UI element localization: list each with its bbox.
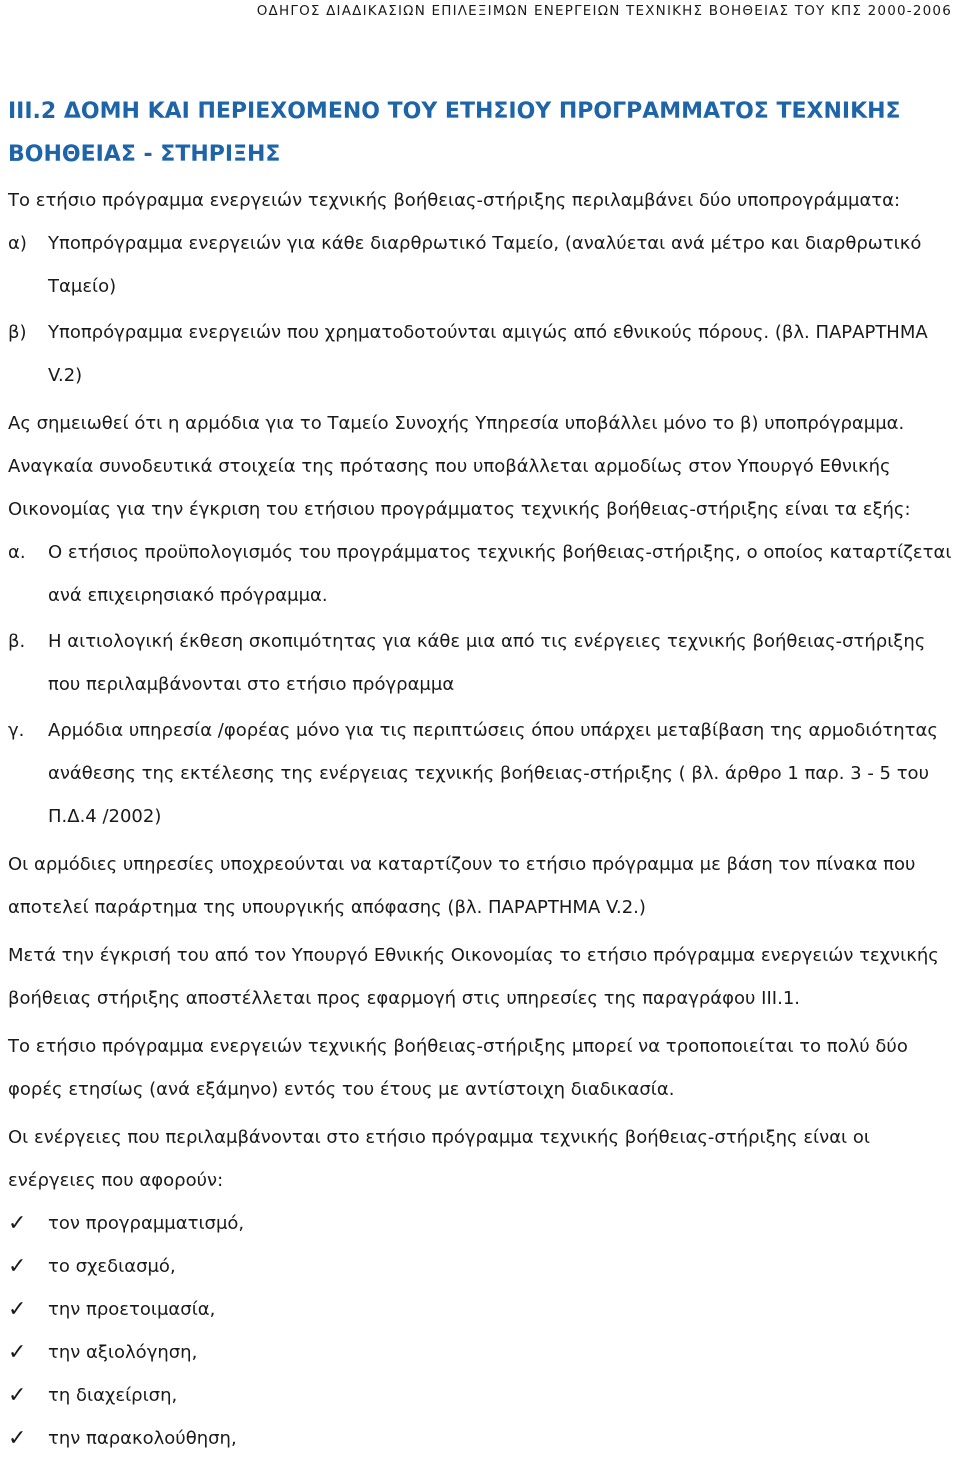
list-item <box>8 1245 954 1288</box>
checkmark-icon: ✓ <box>8 1340 27 1365</box>
item-text: Ο ετήσιος προϋπολογισμός του προγράμματος τεχνικής βοήθειας-στήριξης, ο οποίος καταρτίζεται ανά επιχειρησιακό πρόγραμμα. <box>48 542 952 606</box>
note-paragraph: Ας σημειωθεί ότι η αρμόδια για το Ταμείο Συνοχής Υπηρεσία υποβάλλει μόνο το β) υποπρόγραμμα. <box>8 413 905 434</box>
document-item <box>8 709 954 838</box>
document-item <box>8 531 954 617</box>
subprogram-item <box>8 222 954 308</box>
docs-intro-paragraph: Αναγκαία συνοδευτικά στοιχεία της πρότασης που υποβάλλεται αρμοδίως στον Υπουργό Εθνικής Οικονομίας για την έγκριση του ετήσιου προγράμματος τεχνικής βοήθειας-στήριξης είναι τα εξής: <box>8 456 911 520</box>
actions-paragraph: Οι ενέργειες που περιλαμβάνονται στο ετήσιο πρόγραμμα τεχνικής βοήθειας-στήριξης είναι οι ενέργειες που αφορούν: <box>8 1127 870 1191</box>
list-item-text: το σχεδιασμό, <box>48 1256 176 1277</box>
list-item-text: την αξιολόγηση, <box>48 1342 198 1363</box>
item-marker: β) <box>8 322 27 343</box>
checkmark-icon: ✓ <box>8 1254 27 1279</box>
checkmark-icon: ✓ <box>8 1211 27 1236</box>
item-marker: α. <box>8 542 26 563</box>
list-item-text: την παρακολούθηση, <box>48 1428 237 1449</box>
list-item <box>8 1374 954 1417</box>
list-item-text: τη διαχείριση, <box>48 1385 178 1406</box>
section-title: III.2 ΔΟΜΗ ΚΑΙ ΠΕΡΙΕΧΟΜΕΝΟ ΤΟΥ ΕΤΗΣΙΟΥ ΠΡΟΓΡΑΜΜΑΤΟΣ ΤΕΧΝΙΚΗΣ ΒΟΗΘΕΙΑΣ - ΣΤΗΡΙΞΗΣ <box>8 99 901 167</box>
list-item <box>8 1331 954 1374</box>
list-item <box>8 1288 954 1331</box>
list-item <box>8 1202 954 1245</box>
approval-paragraph: Μετά την έγκρισή του από τον Υπουργό Εθνικής Οικονομίας το ετήσιο πρόγραμμα ενεργειών τεχνικής βοήθειας στήριξης αποστέλλεται προς εφαρμογή στις υπηρεσίες της παραγράφου III.1. <box>8 945 939 1009</box>
item-marker: γ. <box>8 720 25 741</box>
subprogram-item <box>8 311 954 397</box>
intro-paragraph: Το ετήσιο πρόγραμμα ενεργειών τεχνικής βοήθειας-στήριξης περιλαμβάνει δύο υποπρογράμματα: <box>8 190 901 211</box>
page-content <box>8 90 954 1460</box>
running-header: ΟΔΗΓΟΣ ΔΙΑΔΙΚΑΣΙΩΝ ΕΠΙΛΕΞΙΜΩΝ ΕΝΕΡΓΕΙΩΝ ΤΕΧΝΙΚΗΣ ΒΟΗΘΕΙΑΣ ΤΟΥ ΚΠΣ 2000-2006 <box>256 3 952 19</box>
amendment-paragraph: Το ετήσιο πρόγραμμα ενεργειών τεχνικής βοήθειας-στήριξης μπορεί να τροποποιείται το πολύ δύο φορές ετησίως (ανά εξάμηνο) εντός του έτους με αντίστοιχη διαδικασία. <box>8 1036 908 1100</box>
document-item <box>8 620 954 706</box>
item-text: Αρμόδια υπηρεσία /φορέας μόνο για τις περιπτώσεις όπου υπάρχει μεταβίβαση της αρμοδιότητας ανάθεσης της εκτέλεσης της ενέργειας τεχνικής βοήθειας-στήριξης ( βλ. άρθρο 1 παρ. 3 - 5 του Π.Δ.4 /2002) <box>48 720 938 827</box>
list-item-text: την προετοιμασία, <box>48 1299 216 1320</box>
item-text: Η αιτιολογική έκθεση σκοπιμότητας για κάθε μια από τις ενέργειες τεχνικής βοήθειας-στήριξης που περιλαμβάνονται στο ετήσιο πρόγραμμα <box>48 631 926 695</box>
checkmark-icon: ✓ <box>8 1383 27 1408</box>
list-item-text: τον προγραμματισμό, <box>48 1213 245 1234</box>
competent-services-paragraph: Οι αρμόδιες υπηρεσίες υποχρεούνται να καταρτίζουν το ετήσιο πρόγραμμα με βάση τον πίνακα που αποτελεί παράρτημα της υπουργικής απόφασης (βλ. ΠΑΡΑΡΤΗΜΑ V.2.) <box>8 854 916 918</box>
item-text: Υποπρόγραμμα ενεργειών που χρηματοδοτούνται αμιγώς από εθνικούς πόρους. (βλ. ΠΑΡΑΡΤΗΜΑ V.2) <box>48 322 928 386</box>
checkmark-icon: ✓ <box>8 1426 27 1451</box>
item-marker: β. <box>8 631 26 652</box>
item-text: Υποπρόγραμμα ενεργειών για κάθε διαρθρωτικό Ταμείο, (αναλύεται ανά μέτρο και διαρθρωτικό Ταμείο) <box>48 233 922 297</box>
list-item <box>8 1417 954 1460</box>
actions-list <box>8 1202 954 1460</box>
item-marker: α) <box>8 233 27 254</box>
checkmark-icon: ✓ <box>8 1297 27 1322</box>
